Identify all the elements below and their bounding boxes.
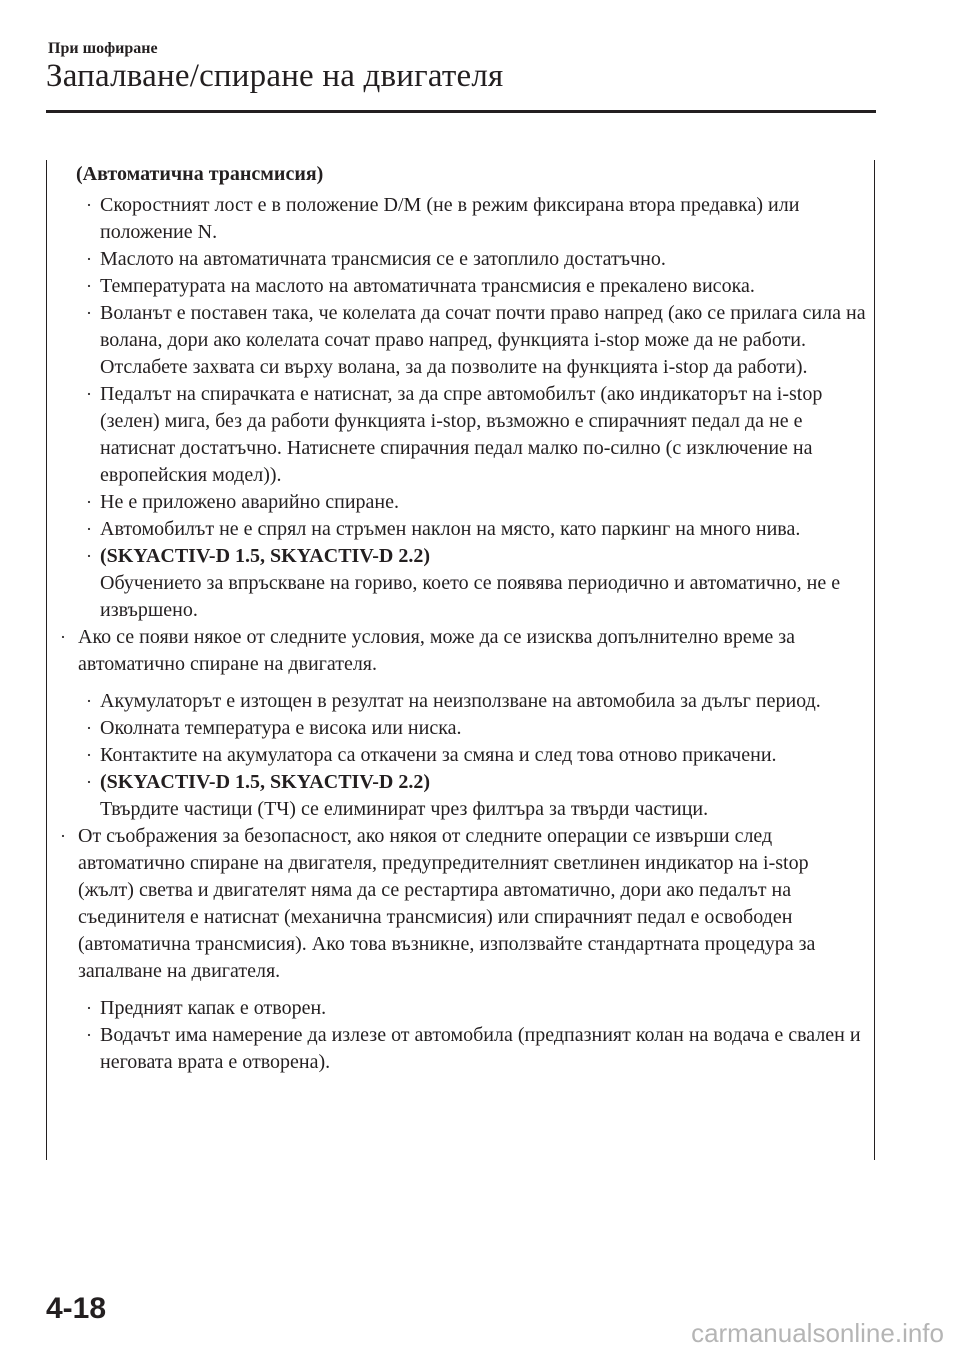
bullet-icon: ·	[86, 772, 92, 792]
item-text: Не е приложено аварийно спиране.	[100, 491, 400, 513]
bullet-icon: ·	[86, 249, 92, 269]
page-number: 4-18	[46, 1292, 107, 1325]
box-left-border	[46, 160, 47, 1160]
list-item	[50, 1022, 866, 1076]
item-text: Обучението за впръскване на гориво, което се появява периодично и автоматично, не е извършено.	[100, 572, 841, 621]
header-divider	[46, 110, 876, 113]
bullet-icon: ·	[60, 627, 66, 647]
list-item	[50, 715, 866, 742]
item-text: Контактите на акумулатора са откачени за смяна и след това отново прикачени.	[100, 744, 777, 766]
item-text: Акумулаторът е изтощен в резултат на неизползване на автомобила за дълъг период.	[100, 690, 821, 712]
bullet-icon: ·	[86, 998, 92, 1018]
list-item	[50, 273, 866, 300]
bullet-icon: ·	[86, 276, 92, 296]
bullet-icon: ·	[86, 1025, 92, 1045]
bullet-icon: ·	[86, 718, 92, 738]
list-item	[50, 543, 866, 624]
list-item	[50, 381, 866, 489]
bullet-icon: ·	[60, 826, 66, 846]
list-item	[50, 769, 866, 823]
section-label: При шофиране	[48, 40, 158, 57]
item-text: Предният капак е отворен.	[100, 997, 327, 1019]
bullet-icon: ·	[86, 691, 92, 711]
item-text: Автомобилът не е спрял на стръмен наклон на място, като паркинг на много нива.	[100, 518, 801, 540]
model-label: (SKYACTIV-D 1.5, SKYACTIV-D 2.2)	[100, 545, 431, 567]
subheading: (Автоматична трансмисия)	[76, 163, 324, 185]
list-item	[50, 516, 866, 543]
item-text: От съображения за безопасност, ако някоя от следните операции се извърши след автоматично спиране на двигателя, предупредителният светлинен индикатор на i-stop (жълт) светва и двигателят няма да се рестартира автоматично, дори ако педалът на съединителя е натиснат (механична трансмисия) или спирачният педал е освободен (автоматична трансмисия). Ако това възникне, използвайте стандартната процедура за запалване на двигателя.	[78, 825, 816, 982]
item-text: Маслото на автоматичната трансмисия се е затоплило достатъчно.	[100, 248, 666, 270]
list-item	[50, 624, 866, 678]
bullet-icon: ·	[86, 303, 92, 323]
bullet-icon: ·	[86, 519, 92, 539]
item-text: Водачът има намерение да излезе от автомобила (предпазният колан на водача е свален и неговата врата е отворена).	[100, 1024, 861, 1073]
item-text: Скоростният лост е в положение D/M (не в режим фиксирана втора предавка) или положение N.	[100, 194, 800, 243]
list-item	[50, 742, 866, 769]
model-label: (SKYACTIV-D 1.5, SKYACTIV-D 2.2)	[100, 771, 431, 793]
item-text: Температурата на маслото на автоматичната трансмисия е прекалено висока.	[100, 275, 755, 297]
bullet-icon: ·	[86, 384, 92, 404]
list-item	[50, 995, 866, 1022]
item-text: Воланът е поставен така, че колелата да сочат почти право напред (ако се прилага сила на волана, дори ако колелата сочат право напред, функцията i-stop може да не работи. Отслабете захвата си върху волана, за да позволите на функцията i-stop да работи).	[100, 302, 866, 378]
watermark: carmanualsonline.info	[691, 1318, 944, 1348]
bullet-icon: ·	[86, 745, 92, 765]
item-text: Околната температура е висока или ниска.	[100, 717, 462, 739]
bullet-icon: ·	[86, 492, 92, 512]
list-item	[50, 192, 866, 246]
item-text: Педалът на спирачката е натиснат, за да спре автомобилът (ако индикаторът на i-stop (зелен) мига, без да работи функцията i-stop, възможно е спирачният педал да не е натиснат достатъчно. Натиснете спирачния педал малко по-силно (с изключение на европейския модел)).	[100, 383, 823, 486]
bullet-icon: ·	[86, 195, 92, 215]
item-text: Ако се появи някое от следните условия, може да се изисква допълнително време за автоматично спиране на двигателя.	[78, 626, 796, 675]
content-area	[50, 161, 866, 1076]
list-item	[50, 688, 866, 715]
list-item	[50, 246, 866, 273]
box-right-border	[874, 160, 875, 1160]
list-item	[50, 823, 866, 985]
bullet-icon: ·	[86, 546, 92, 566]
page-title: Запалване/спиране на двигателя	[46, 58, 504, 94]
list-item	[50, 489, 866, 516]
list-item	[50, 300, 866, 381]
item-text: Твърдите частици (ТЧ) се елиминират чрез филтъра за твърди частици.	[100, 798, 709, 820]
